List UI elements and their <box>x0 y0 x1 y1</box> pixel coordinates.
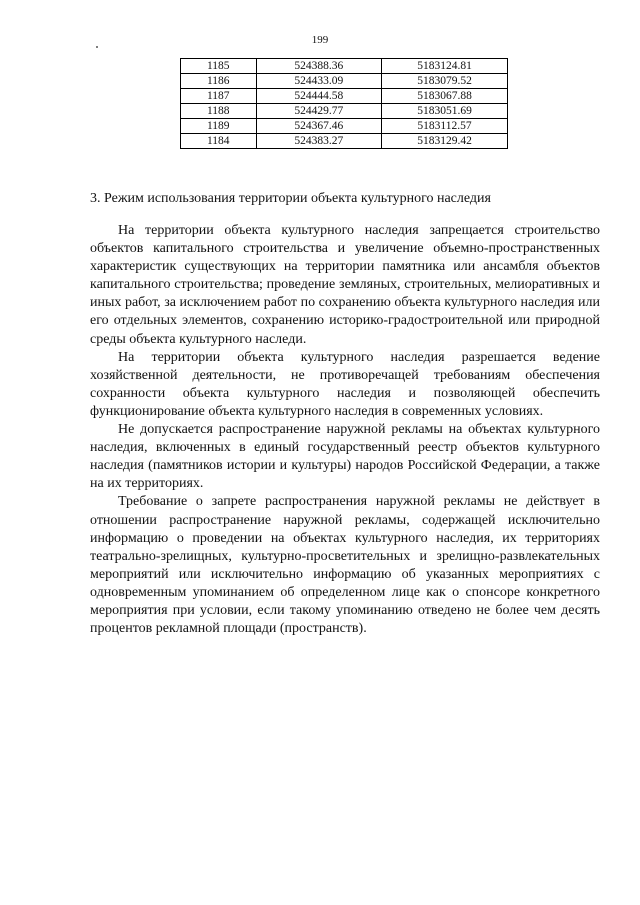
table-row <box>181 74 508 89</box>
y-coordinate-cell: 5183124.81 <box>382 59 508 74</box>
y-coordinate-cell: 5183079.52 <box>382 74 508 89</box>
section-body <box>90 222 600 638</box>
point-number-cell: 1186 <box>181 74 257 89</box>
x-coordinate-cell: 524367.46 <box>256 119 381 134</box>
paragraph: Не допускается распространение наружной рекламы на объектах культурного наследия, включенных в единый государственный реестр объектов культурного наследия (памятников истории и культуры) народов Российской Федерации, а также на их территориях. <box>90 422 600 492</box>
point-number-cell: 1184 <box>181 134 257 149</box>
table-row <box>181 59 508 74</box>
table-row <box>181 119 508 134</box>
point-number-cell: 1189 <box>181 119 257 134</box>
y-coordinate-cell: 5183067.88 <box>382 89 508 104</box>
y-coordinate-cell: 5183051.69 <box>382 104 508 119</box>
table-row <box>181 134 508 149</box>
y-coordinate-cell: 5183112.57 <box>382 119 508 134</box>
paragraph: Требование о запрете распространения наружной рекламы не действует в отношении распространение наружной рекламы, содержащей исключительно информацию о проведении на объектах культурного наследия, их территориях театрально-зрелищных, культурно-просветительных и зрелищно-развлекательных мероприятий или исключительно информацию об указанных мероприятиях с одновременным упоминанием об определенном лице как о спонсоре конкретного мероприятия при условии, если такому упоминанию отведено не более чем десять процентов рекламной площади (пространств). <box>90 494 600 637</box>
point-number-cell: 1185 <box>181 59 257 74</box>
page-number: 199 <box>311 34 329 46</box>
paragraph: На территории объекта культурного наследия разрешается ведение хозяйственной деятельности, не противоречащей требованиям обеспечения сохранности объекта культурного наследия и позволяющей обеспечить функционирование объекта культурного наследия в современных условиях. <box>90 349 600 419</box>
x-coordinate-cell: 524388.36 <box>256 59 381 74</box>
coordinates-table <box>180 58 508 149</box>
point-number-cell: 1187 <box>181 89 257 104</box>
x-coordinate-cell: 524444.58 <box>256 89 381 104</box>
paragraph: На территории объекта культурного наследия запрещается строительство объектов капитального строительства и увеличение объемно-пространственных характеристик существующих на территории памятника или ансамбля объектов капитального строительства; проведение земляных, строительных, мелиоративных и иных работ, за исключением работ по сохранению объекта культурного наследия или его отдельных элементов, сохранению историко-градостроительной или природной среды объекта культурного наследи. <box>90 223 600 347</box>
scan-speck <box>96 46 98 48</box>
x-coordinate-cell: 524433.09 <box>256 74 381 89</box>
x-coordinate-cell: 524429.77 <box>256 104 381 119</box>
x-coordinate-cell: 524383.27 <box>256 134 381 149</box>
section-heading: 3. Режим использования территории объекта культурного наследия <box>90 191 491 206</box>
y-coordinate-cell: 5183129.42 <box>382 134 508 149</box>
point-number-cell: 1188 <box>181 104 257 119</box>
table-row <box>181 89 508 104</box>
table-row <box>181 104 508 119</box>
